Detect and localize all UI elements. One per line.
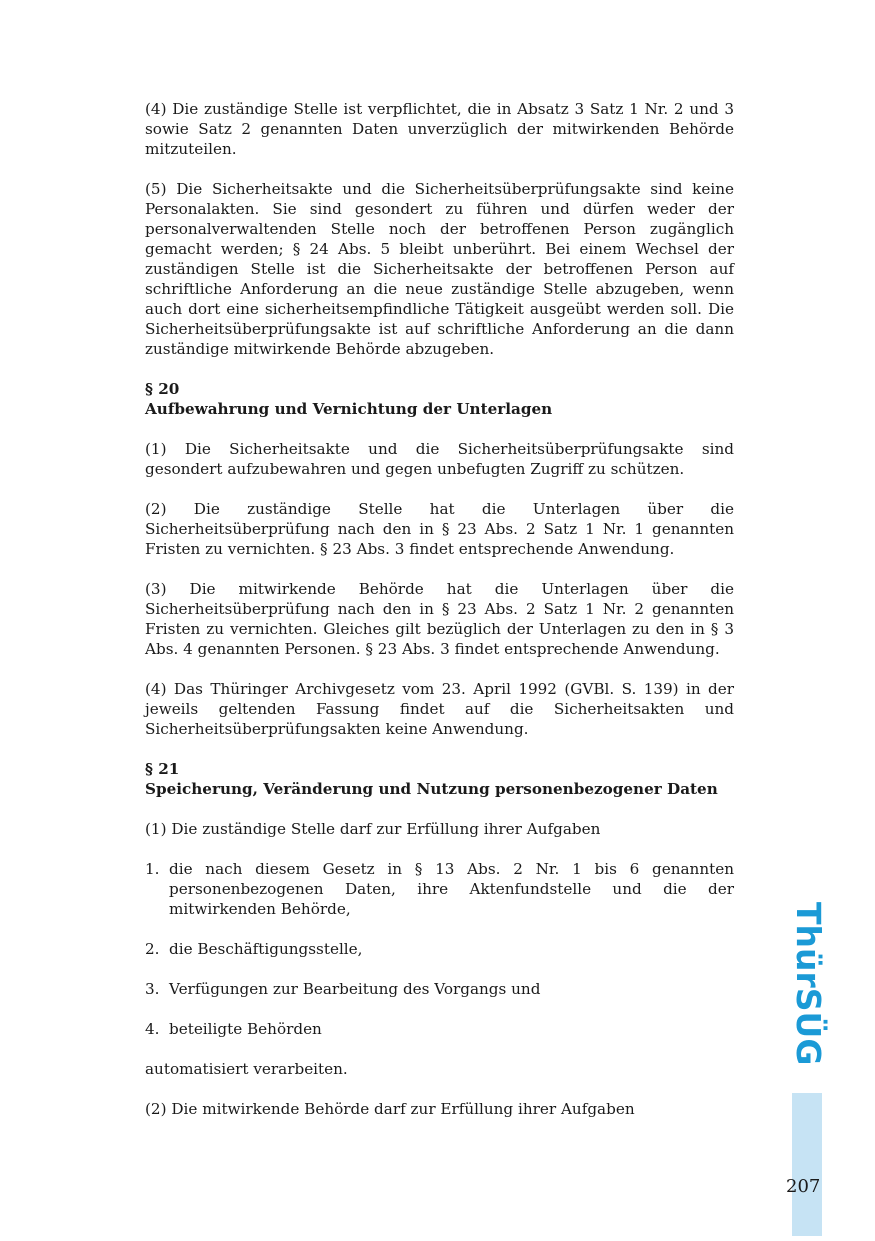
section-20-number: § 20	[145, 380, 180, 398]
side-law-title: ThürSÜG	[789, 902, 828, 1066]
section-21-title: Speicherung, Veränderung und Nutzung personenbezogener Daten	[145, 780, 718, 798]
paragraph-19-4: (4) Die zuständige Stelle ist verpflichtet, die in Absatz 3 Satz 1 Nr. 2 und 3 sowie Satz 2 genannten Daten unverzüglich der mitwirkenden Behörde mitzuteilen.	[145, 100, 734, 158]
list-item	[145, 1019, 734, 1039]
paragraph-20-1: (1) Die Sicherheitsakte und die Sicherheitsüberprüfungsakte sind gesondert aufzubewahren und gegen unbefugten Zugriff zu schützen.	[145, 440, 734, 478]
list-item	[145, 979, 734, 999]
paragraph-19-5: (5) Die Sicherheitsakte und die Sicherheitsüberprüfungsakte sind keine Personalakten. Sie sind gesondert zu führen und dürfen weder der personalverwaltenden Stelle noch der betroffenen Person zugänglich gemacht werden; § 24 Abs. 5 bleibt unberührt. Bei einem Wechsel der zuständigen Stelle ist die Sicherheitsakte der betroffenen Person auf schriftliche Anforderung an die neue zuständige Stelle abzugeben, wenn auch dort eine sicherheitsempfindliche Tätigkeit ausgeübt werden soll. Die Sicherheitsüberprüfungsakte ist auf schriftliche Anforderung an die dann zuständige mitwirkende Behörde abzugeben.	[145, 180, 734, 358]
paragraph-20-4: (4) Das Thüringer Archivgesetz vom 23. April 1992 (GVBl. S. 139) in der jeweils geltenden Fassung findet auf die Sicherheitsakten und Sicherheitsüberprüfungsakten keine Anwendung.	[145, 680, 734, 738]
section-21-number: § 21	[145, 760, 180, 778]
page-tab	[792, 1093, 822, 1236]
paragraph-21-1-intro: (1) Die zuständige Stelle darf zur Erfüllung ihrer Aufgaben	[145, 820, 601, 838]
list-item-text: Verfügungen zur Bearbeitung des Vorgangs und	[169, 980, 541, 998]
list-item-number: 3.	[145, 980, 160, 998]
list-item-number: 2.	[145, 940, 160, 958]
paragraph-20-3: (3) Die mitwirkende Behörde hat die Unterlagen über die Sicherheitsüberprüfung nach den in § 23 Abs. 2 Satz 1 Nr. 2 genannten Fristen zu vernichten. Gleiches gilt bezüglich der Unterlagen zu den in § 3 Abs. 4 genannten Personen. § 23 Abs. 3 findet entsprechende Anwendung.	[145, 580, 734, 658]
list-item-number: 1.	[145, 860, 160, 878]
page-number: 207	[786, 1176, 821, 1197]
list-item	[145, 939, 734, 959]
list-item-text: die nach diesem Gesetz in § 13 Abs. 2 Nr. 1 bis 6 genannten personenbezogenen Daten, ihre Aktenfundstelle und die der mitwirkenden Behörde,	[169, 860, 734, 918]
list-item	[145, 859, 734, 919]
list-item-text: die Beschäftigungsstelle,	[169, 940, 363, 958]
paragraph-21-1-closing: automatisiert verarbeiten.	[145, 1060, 348, 1078]
paragraph-21-2-intro: (2) Die mitwirkende Behörde darf zur Erfüllung ihrer Aufgaben	[145, 1100, 635, 1118]
section-20-title: Aufbewahrung und Vernichtung der Unterlagen	[145, 400, 553, 418]
page-body	[145, 99, 734, 1139]
paragraph-20-2: (2) Die zuständige Stelle hat die Unterlagen über die Sicherheitsüberprüfung nach den in § 23 Abs. 2 Satz 1 Nr. 1 genannten Fristen zu vernichten. § 23 Abs. 3 findet entsprechende Anwendung.	[145, 500, 734, 558]
list-item-number: 4.	[145, 1020, 160, 1038]
list-item-text: beteiligte Behörden	[169, 1020, 322, 1038]
